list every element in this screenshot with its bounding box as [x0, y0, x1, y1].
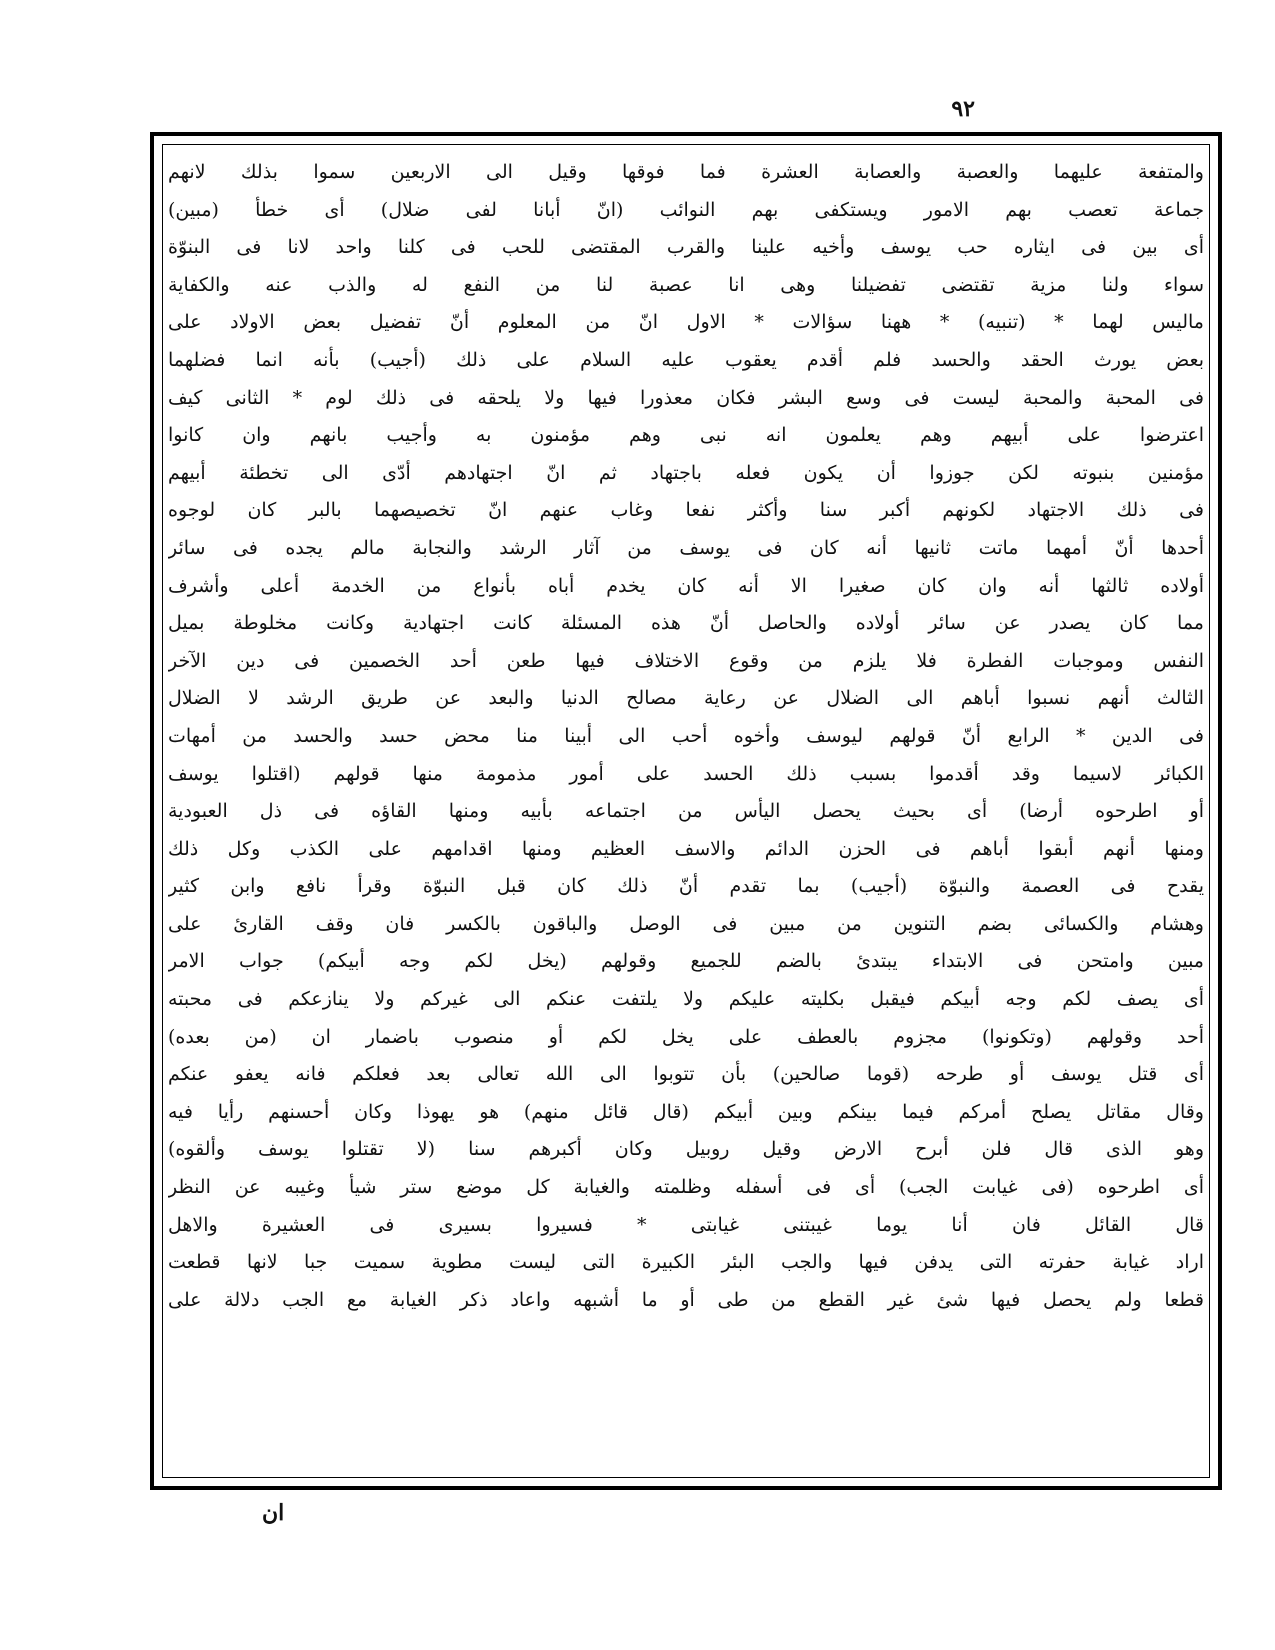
text-line: فى ذلك الاجتهاد لكونهم أكبر سنا وأكثر نفعا وغاب عنهم انّ تخصيصهما بالبر كان لوجوه — [168, 499, 1204, 522]
text-frame — [150, 132, 1222, 1490]
text-body — [168, 154, 1204, 1480]
text-line: قال القائل فان أنا يوما غيبتنى غيابتى * فسيروا بسيرى فى العشيرة والاهل — [168, 1213, 1204, 1236]
text-line: الثالث أنهم نسبوا أباهم الى الضلال عن رعاية مصالح الدنيا والبعد عن طريق الرشد لا الضلال — [168, 687, 1204, 710]
text-line: أولاده ثالثها أنه وان كان صغيرا الا أنه كان يخدم أباه بأنواع من الخدمة أعلى وأشرف — [168, 574, 1204, 597]
text-line: والمتفعة عليهما والعصبة والعصابة العشرة فما فوقها وقيل الى الاربعين سموا بذلك لانهم — [168, 161, 1204, 183]
text-line: الكبائر لاسيما وقد أقدموا بسبب ذلك الحسد على أمور مذمومة منها قولهم (اقتلوا يوسف — [168, 762, 1204, 785]
text-line: ماليس لهما * (تنبيه) * ههنا سؤالات * الاول انّ من المعلوم أنّ تفضيل بعض الاولاد على — [168, 311, 1204, 334]
text-line: يقدح فى العصمة والنبوّة (أجيب) بما تقدم أنّ ذلك كان قبل النبوّة وقرأ نافع وابن كثير — [168, 875, 1204, 898]
text-line: فى المحبة والمحبة ليست فى وسع البشر فكان معذورا فيها ولا يلحقه فى ذلك لوم * الثانى كيف — [168, 386, 1204, 409]
text-line: وهو الذى قال فلن أبرح الارض وقيل روبيل وكان أكبرهم سنا (لا تقتلوا يوسف وألقوه) — [168, 1138, 1204, 1161]
text-line: بعض يورث الحقد والحسد فلم أقدم يعقوب عليه السلام على ذلك (أجيب) بأنه انما فضلهما — [168, 348, 1204, 371]
text-line: اعترضوا على أبيهم وهم يعلمون انه نبى وهم مؤمنون به وأجيب بانهم وان كانوا — [168, 424, 1204, 447]
text-line: مبين وامتحن فى الابتداء يبتدئ بالضم للجميع وقولهم (يخل لكم وجه أبيكم) جواب الامر — [168, 950, 1204, 973]
text-line: أو اطرحوه أرضا) أى بحيث يحصل اليأس من اجتماعه بأبيه ومنها القاؤه فى ذل العبودية — [168, 800, 1204, 823]
text-line: أى بين فى ايثاره حب يوسف وأخيه علينا والقرب المقتضى للحب فى كلنا واحد لانا فى البنوّة — [168, 236, 1204, 259]
text-line: أى يصف لكم وجه أبيكم فيقبل بكليته عليكم ولا يلتفت عنكم الى غيركم ولا ينازعكم فى محبته — [168, 988, 1204, 1011]
text-line: النفس وموجبات الفطرة فلا يلزم من وقوع الاختلاف فيها طعن أحد الخصمين فى دين الآخر — [168, 649, 1204, 672]
text-line: أى اطرحوه (فى غيابت الجب) أى فى أسفله وظلمته والغيابة كل موضع ستر شيأ وغيبه عن النظر — [168, 1176, 1204, 1199]
page-number: ٩٢ — [951, 96, 975, 122]
text-line: أى قتل يوسف أو طرحه (قوما صالحين) بأن تتوبوا الى الله تعالى بعد فعلكم فانه يعفو عنكم — [168, 1063, 1204, 1086]
text-line: ومنها أنهم أبقوا أباهم فى الحزن الدائم والاسف العظيم ومنها اقدامهم على الكذب وكل ذلك — [168, 837, 1204, 860]
text-line: مؤمنين بنبوته لكن جوزوا أن يكون فعله باجتهاد ثم انّ اجتهادهم أدّى الى تخطئة أبيهم — [168, 461, 1204, 484]
text-line: أحد وقولهم (وتكونوا) مجزوم بالعطف على يخل لكم أو منصوب باضمار ان (من بعده) — [168, 1025, 1204, 1048]
text-line: أحدها أنّ أمهما ماتت ثانيها أنه كان فى يوسف من آثار الرشد والنجابة مالم يجده فى سائر — [168, 536, 1204, 559]
text-line: اراد غيابة حفرته التى يدفن فيها والجب البئر الكبيرة التى ليست مطوية سميت جبا لانها قطعت — [168, 1251, 1204, 1274]
catchword: ان — [262, 1500, 285, 1526]
text-line: وقال مقاتل يصلح أمركم فيما بينكم وبين أبيكم (قال قائل منهم) هو يهوذا وكان أحسنهم رأيا فيه — [168, 1100, 1204, 1123]
text-line: جماعة تعصب بهم الامور ويستكفى بهم النوائب (انّ أبانا لفى ضلال) أى خطأ (مبين) — [168, 198, 1204, 221]
text-line: فى الدين * الرابع أنّ قولهم ليوسف وأخوه أحب الى أبينا منا محض حسد والحسد من أمهات — [168, 724, 1204, 747]
text-line: سواء ولنا مزية تقتضى تفضيلنا وهى انا عصبة لنا من النفع له والذب عنه والكفاية — [168, 273, 1204, 296]
text-line: مما كان يصدر عن سائر أولاده والحاصل أنّ هذه المسئلة كانت اجتهادية وكانت مخلوطة بميل — [168, 612, 1204, 635]
text-line: قطعا ولم يحصل فيها شئ غير القطع من طى أو ما أشبهه واعاد ذكر الغيابة مع الجب دلالة على — [168, 1288, 1204, 1311]
text-line: وهشام والكسائى بضم التنوين من مبين فى الوصل والباقون بالكسر فان وقف القارئ على — [168, 912, 1204, 935]
